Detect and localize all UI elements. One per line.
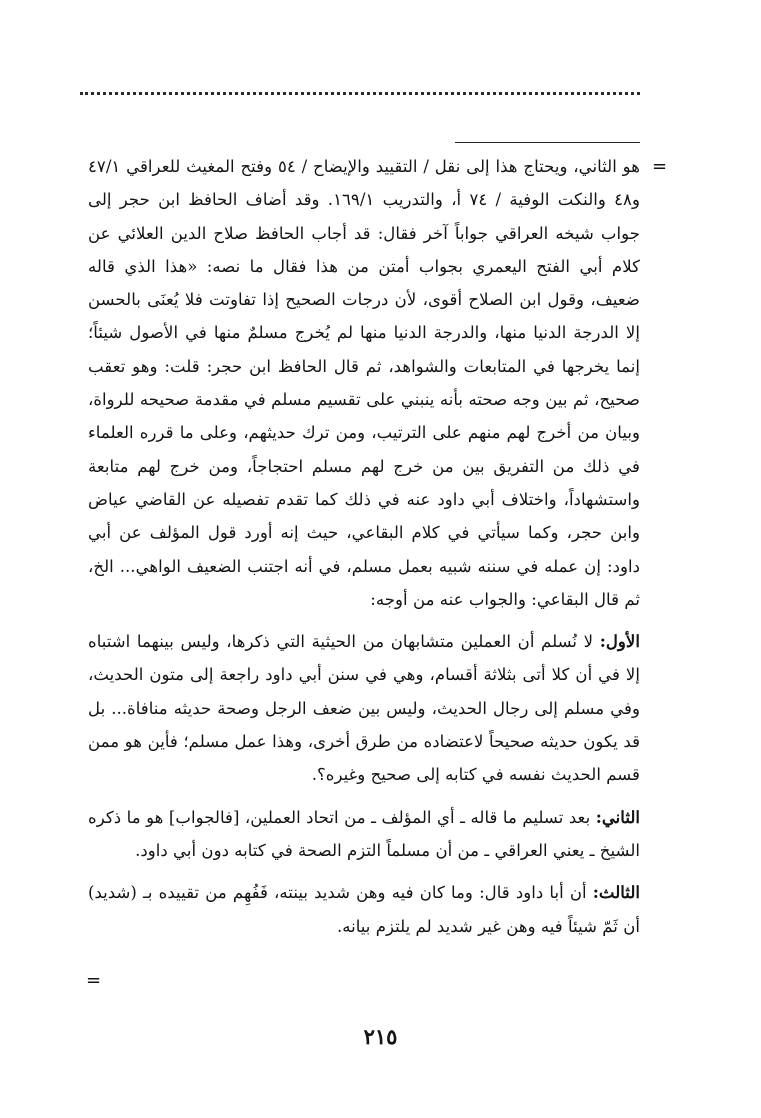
page-number: ٢١٥ <box>363 1024 398 1049</box>
point-second-label: الثاني: <box>595 806 640 827</box>
continuation-marker-top: = <box>652 156 668 177</box>
point-third-text: أن أبا داود قال: وما كان فيه وهن شديد بينته، فَفُهِم من تقييده بـ (شديد) أن ثَمّ شيئاً فيه وهن غير شديد لم يلتزم بيانه. <box>88 883 640 936</box>
continuation-marker-bottom: = <box>86 970 102 991</box>
footnote-rule <box>455 142 640 143</box>
dotted-separator <box>80 92 640 95</box>
point-first-text: لا نُسلم أن العملين متشابهان من الحيثية التي ذكرها، وليس بينهما اشتباه إلا في أن كلا أتى بثلاثة أقسام، وهي في سنن أبي داود راجعة إلى متون الحديث، وفي مسلم إلى رجال الحديث، وليس بين ضعف الرجل وصحة حديثه منافاة... بل قد يكون حديثه صحيحاً لاعتضاده من طرق أخرى، وهذا عمل مسلم؛ فأين هو ممن قسم الحديث نفسه في كتابه إلى صحيح وغيره؟. <box>88 632 640 785</box>
point-second <box>88 801 640 868</box>
point-third <box>88 876 640 943</box>
point-first-label: الأول: <box>599 631 640 652</box>
point-first <box>88 625 640 791</box>
footnote-text <box>88 150 640 943</box>
point-third-label: الثالث: <box>592 882 640 903</box>
point-second-text: بعد تسليم ما قاله ـ أي المؤلف ـ من اتحاد العملين، [فالجواب] هو ما ذكره الشيخ ـ يعني العراقي ـ من أن مسلماً التزم الصحة في كتابه دون أبي داود. <box>88 807 640 860</box>
footnote-intro: هو الثاني، ويحتاج هذا إلى نقل / التقييد والإيضاح / ٥٤ وفتح المغيث للعراقي ٤٧/١ و٤٨ والنكت الوفية / ٧٤ أ، والتدريب ١٦٩/١. وقد أضاف الحافظ ابن حجر إلى جواب شيخه العراقي جواباً آخر فقال: قد أجاب الحافظ صلاح الدين العلائي عن كلام أبي الفتح اليعمري بجواب أمتن من هذا فقال ما نصه: «هذا الذي قاله ضعيف، وقول ابن الصلاح أقوى، لأن درجات الصحيح إذا تفاوتت فلا يُعنَى بالحسن إلا الدرجة الدنيا منها، والدرجة الدنيا منها لم يُخرج مسلمٌ منها في الأصول شيئاً؛ إنما يخرجها في المتابعات والشواهد، ثم قال الحافظ ابن حجر: قلت: وهو تعقب صحيح، ثم بين وجه صحته بأنه ينبني على تقسيم مسلم في مقدمة صحيحه للرواة، وبيان من أخرج لهم منهم على الترتيب، ومن ترك حديثهم، وعلى ما قرره العلماء في ذلك من التفريق بين من خرج لهم مسلم احتجاجاً، ومن خرج لهم متابعة واستشهاداً، واختلاف أبي داود عنه في ذلك كما تقدم تفصيله عن القاضي عياض وابن حجر، وكما سيأتي في كلام البقاعي، حيث إنه أورد قول المؤلف عن أبي داود: إن عمله في سننه شبيه بعمل مسلم، في أنه اجتنب الضعيف الواهي... الخ، ثم قال البقاعي: والجواب عنه من أوجه: <box>88 157 640 609</box>
